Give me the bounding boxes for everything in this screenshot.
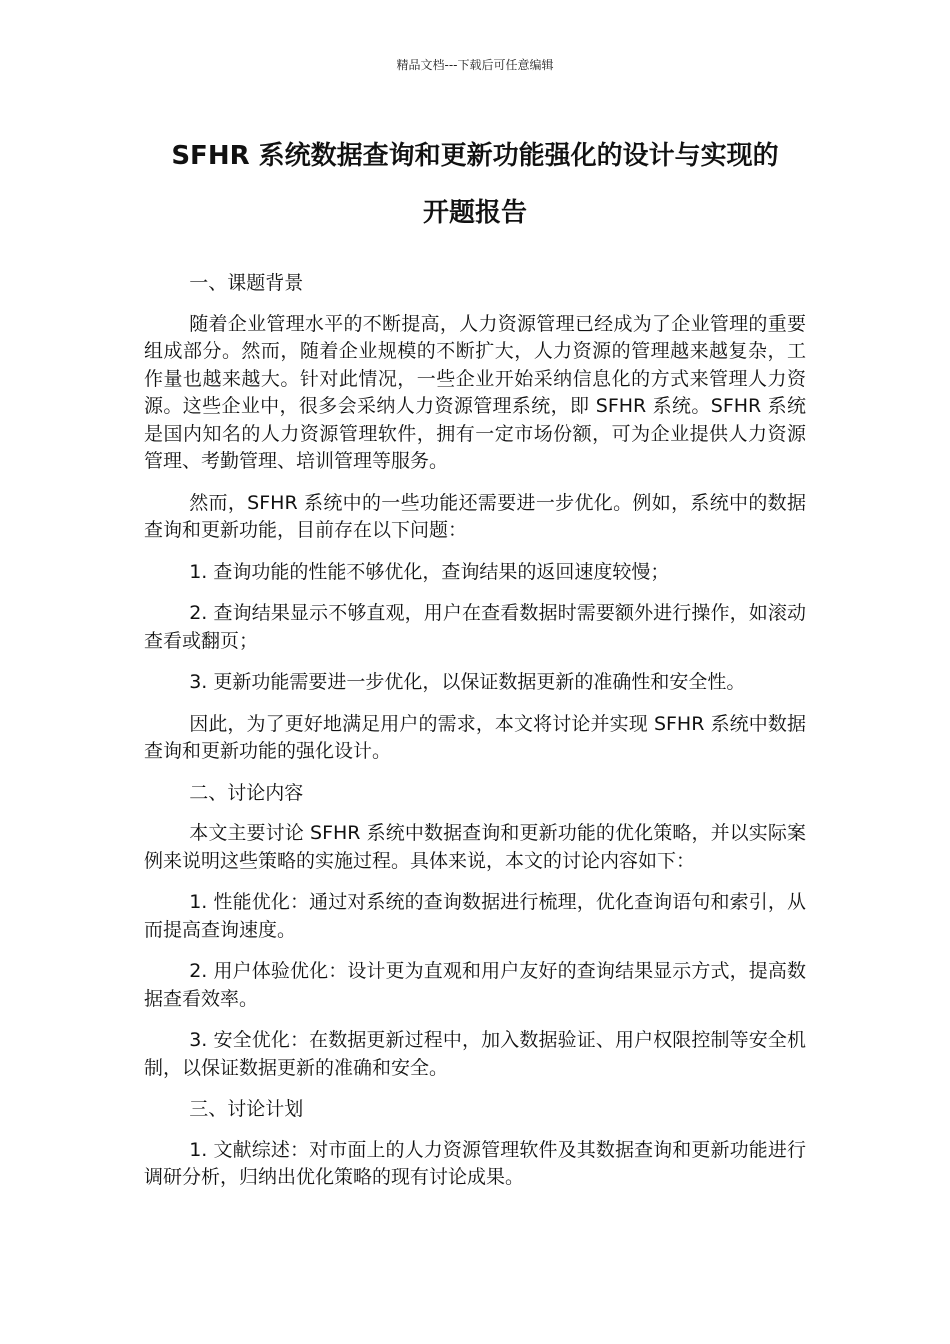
paragraph-problems-intro: 然而，SFHR 系统中的一些功能还需要进一步优化。例如，系统中的数据查询和更新功能，目前存在以下问题： — [144, 491, 806, 541]
list-item-content-3: 3. 安全优化：在数据更新过程中，加入数据验证、用户权限控制等安全机制，以保证数据更新的准确和安全。 — [144, 1029, 806, 1079]
document-body — [144, 270, 806, 1206]
section-heading-background: 一、课题背景 — [189, 272, 304, 294]
list-item-problem-2: 2. 查询结果显示不够直观，用户在查看数据时需要额外进行操作，如滚动查看或翻页； — [144, 602, 806, 652]
list-item-problem-3: 3. 更新功能需要进一步优化，以保证数据更新的准确性和安全性。 — [189, 671, 746, 693]
paragraph-content-intro: 本文主要讨论 SFHR 系统中数据查询和更新功能的优化策略，并以实际案例来说明这些策略的实施过程。具体来说，本文的讨论内容如下： — [144, 822, 806, 872]
document-title-line-2: 开题报告 — [422, 198, 527, 228]
list-item-problem-1: 1. 查询功能的性能不够优化，查询结果的返回速度较慢； — [189, 560, 670, 583]
document-title-line-1: SFHR 系统数据查询和更新功能强化的设计与实现的 — [171, 141, 779, 171]
list-item-plan-1: 1. 文献综述：对市面上的人力资源管理软件及其数据查询和更新功能进行调研分析，归纳出优化策略的现有讨论成果。 — [144, 1138, 806, 1188]
header-note: 精品文档---下载后可任意编辑 — [396, 58, 554, 72]
section-heading-content: 二、讨论内容 — [189, 781, 304, 804]
list-item-content-1: 1. 性能优化：通过对系统的查询数据进行梳理，优化查询语句和索引，从而提高查询速度。 — [144, 891, 806, 941]
paragraph-conclusion: 因此，为了更好地满足用户的需求，本文将讨论并实现 SFHR 系统中数据查询和更新功能的强化设计。 — [144, 712, 806, 762]
list-item-content-2: 2. 用户体验优化：设计更为直观和用户友好的查询结果显示方式，提高数据查看效率。 — [144, 960, 806, 1010]
section-heading-plan: 三、讨论计划 — [189, 1098, 304, 1120]
paragraph-background: 随着企业管理水平的不断提高，人力资源管理已经成为了企业管理的重要组成部分。然而，随着企业规模的不断扩大，人力资源的管理越来越复杂，工作量也越来越大。针对此情况，一些企业开始采纳信息化的方式来管理人力资源。这些企业中，很多会采纳人力资源管理系统，即 SFHR 系统。SFHR 系统是国内知名的人力资源管理软件，拥有一定市场份额，可为企业提供人力资源管理、考勤管理、培训管理等服务。 — [144, 312, 806, 472]
